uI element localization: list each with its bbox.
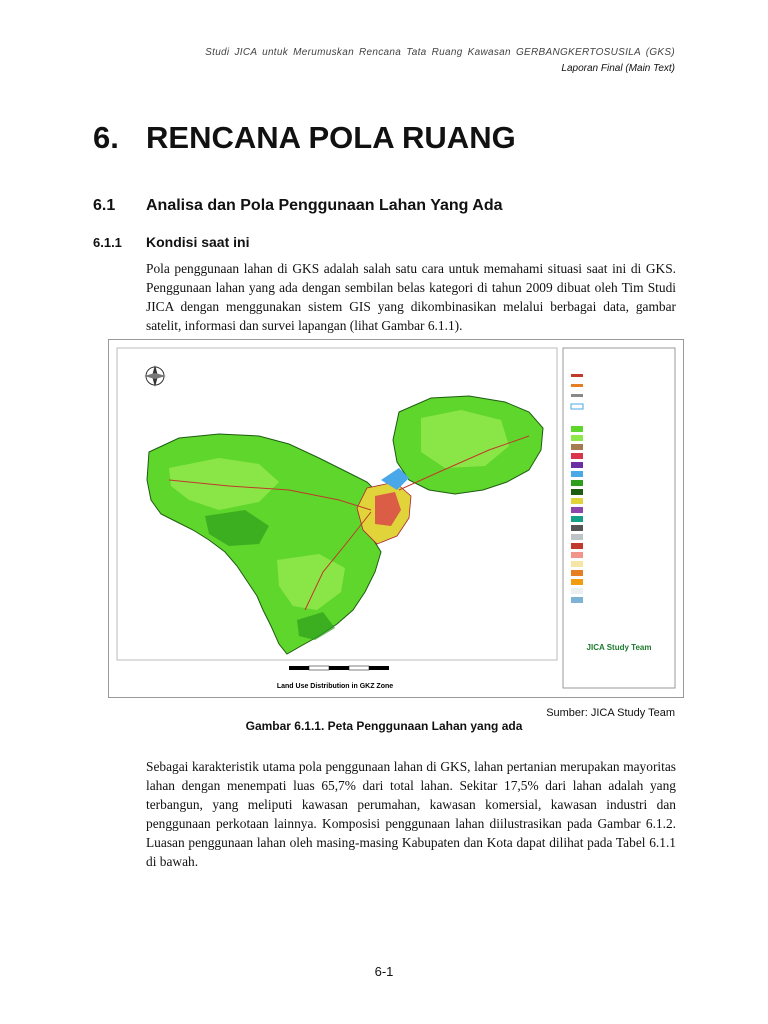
legend-team-label: JICA Study Team: [586, 643, 652, 652]
running-header-subtitle: Laporan Final (Main Text): [561, 63, 675, 74]
subsection-title: Kondisi saat ini: [146, 234, 250, 250]
chapter-title: RENCANA POLA RUANG: [146, 120, 516, 155]
scale-bar: [289, 666, 389, 670]
paragraph-intro: Pola penggunaan lahan di GKS adalah salah satu cara untuk memahami situasi saat ini di GKS. Penggunaan lahan yang ada dengan sembilan belas kategori di tahun 2009 dibuat oleh Tim Studi JICA dengan menggunakan sistem GIS yang dikombinasikan melalui berbagai data, gambar satelit, informasi dan survei lapangan (lihat Gambar 6.1.1).: [146, 261, 676, 333]
running-header-title: Studi JICA untuk Merumuskan Rencana Tata Ruang Kawasan GERBANGKERTOSUSILA (GKS): [205, 47, 675, 58]
section-title: Analisa dan Pola Penggunaan Lahan Yang Ada: [146, 197, 503, 214]
figure-source: Sumber: JICA Study Team: [546, 707, 675, 719]
section-number: 6.1: [93, 197, 116, 214]
map-title: Land Use Distribution in GKZ Zone: [276, 683, 394, 690]
land-use-map-figure: [108, 339, 684, 698]
paragraph-characteristics: Sebagai karakteristik utama pola penggunaan lahan di GKS, lahan pertanian merupakan mayoritas lahan dengan menempati luas 65,7% dari total lahan. Sekitar 17,5% dari lahan adalah yang terbangun, yang meliputi kawasan perumahan, kawasan komersial, kawasan industri dan penggunaan perkotaan lainnya. Komposisi penggunaan lahan diilustrasikan pada Gambar 6.1.2. Luasan penggunaan lahan oleh masing-masing Kabupaten dan Kota dapat dilihat pada Tabel 6.1.1 di bawah.: [146, 759, 676, 869]
land-use-map: [109, 340, 683, 697]
page-number: 6-1: [374, 964, 394, 979]
figure-caption: Gambar 6.1.1. Peta Penggunaan Lahan yang ada: [245, 719, 523, 733]
chapter-number: 6.: [93, 120, 119, 155]
subsection-number: 6.1.1: [93, 235, 122, 250]
